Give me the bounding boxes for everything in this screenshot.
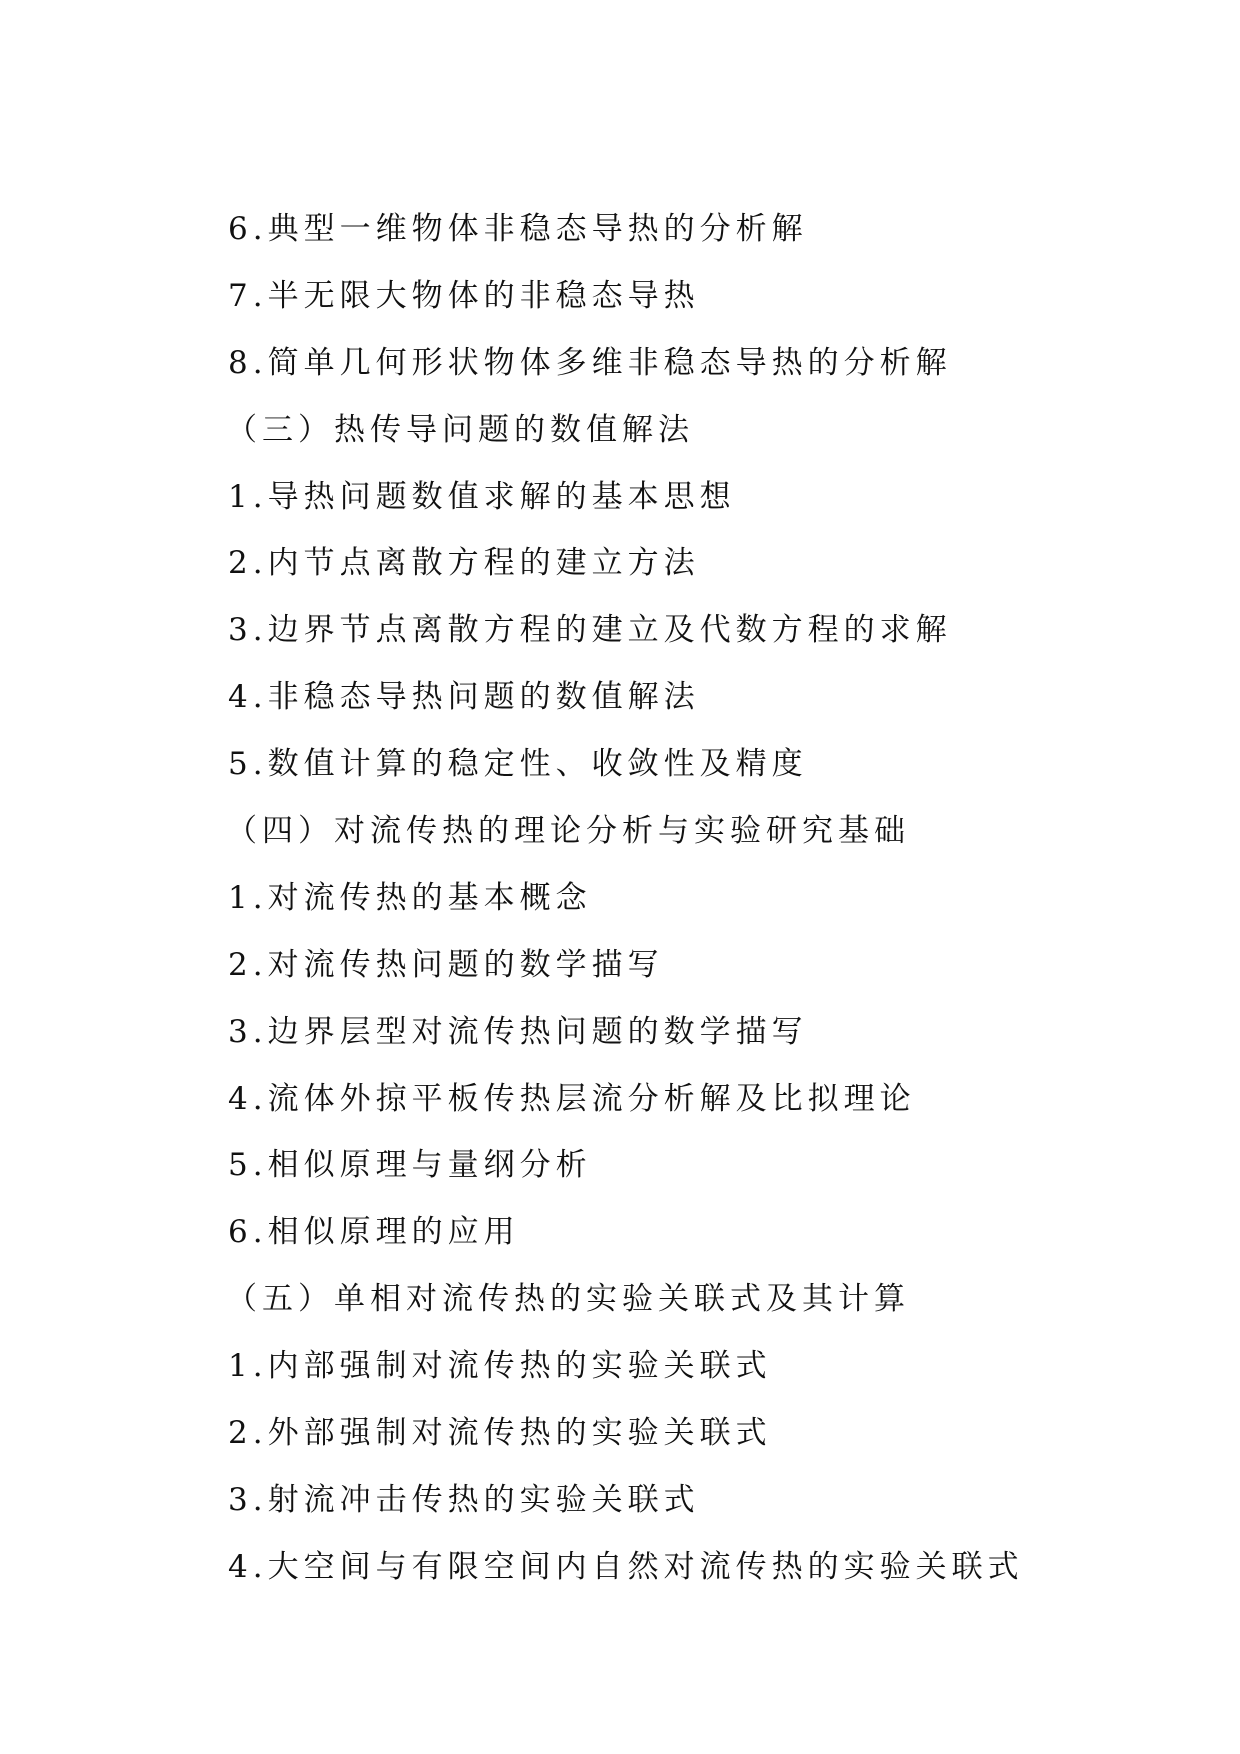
outline-item: 4.大空间与有限空间内自然对流传热的实验关联式 <box>228 1548 1024 1585</box>
outline-item: 4.非稳态导热问题的数值解法 <box>228 679 700 716</box>
outline-item: 2.外部强制对流传热的实验关联式 <box>228 1415 772 1452</box>
outline-item: 1.导热问题数值求解的基本思想 <box>228 478 736 515</box>
outline-item: 2.内节点离散方程的建立方法 <box>228 545 700 582</box>
outline-list <box>228 196 1128 1601</box>
outline-item: 3.边界节点离散方程的建立及代数方程的求解 <box>228 612 952 649</box>
outline-item: 3.射流冲击传热的实验关联式 <box>228 1481 700 1518</box>
section-heading: （四）对流传热的理论分析与实验研究基础 <box>226 813 910 850</box>
outline-item: 4.流体外掠平板传热层流分析解及比拟理论 <box>228 1080 916 1117</box>
outline-item: 5.相似原理与量纲分析 <box>228 1147 592 1184</box>
section-heading: （五）单相对流传热的实验关联式及其计算 <box>226 1281 910 1318</box>
outline-item: 1.对流传热的基本概念 <box>228 879 592 916</box>
outline-item: 2.对流传热问题的数学描写 <box>228 946 664 983</box>
section-heading: （三）热传导问题的数值解法 <box>226 411 694 448</box>
outline-item: 5.数值计算的稳定性、收敛性及精度 <box>228 746 808 783</box>
outline-item: 1.内部强制对流传热的实验关联式 <box>228 1348 772 1385</box>
outline-item: 3.边界层型对流传热问题的数学描写 <box>228 1013 808 1050</box>
outline-item: 8.简单几何形状物体多维非稳态导热的分析解 <box>228 344 952 381</box>
outline-item: 7.半无限大物体的非稳态导热 <box>228 277 700 314</box>
outline-item: 6.典型一维物体非稳态导热的分析解 <box>228 211 808 247</box>
outline-item: 6.相似原理的应用 <box>228 1214 520 1251</box>
